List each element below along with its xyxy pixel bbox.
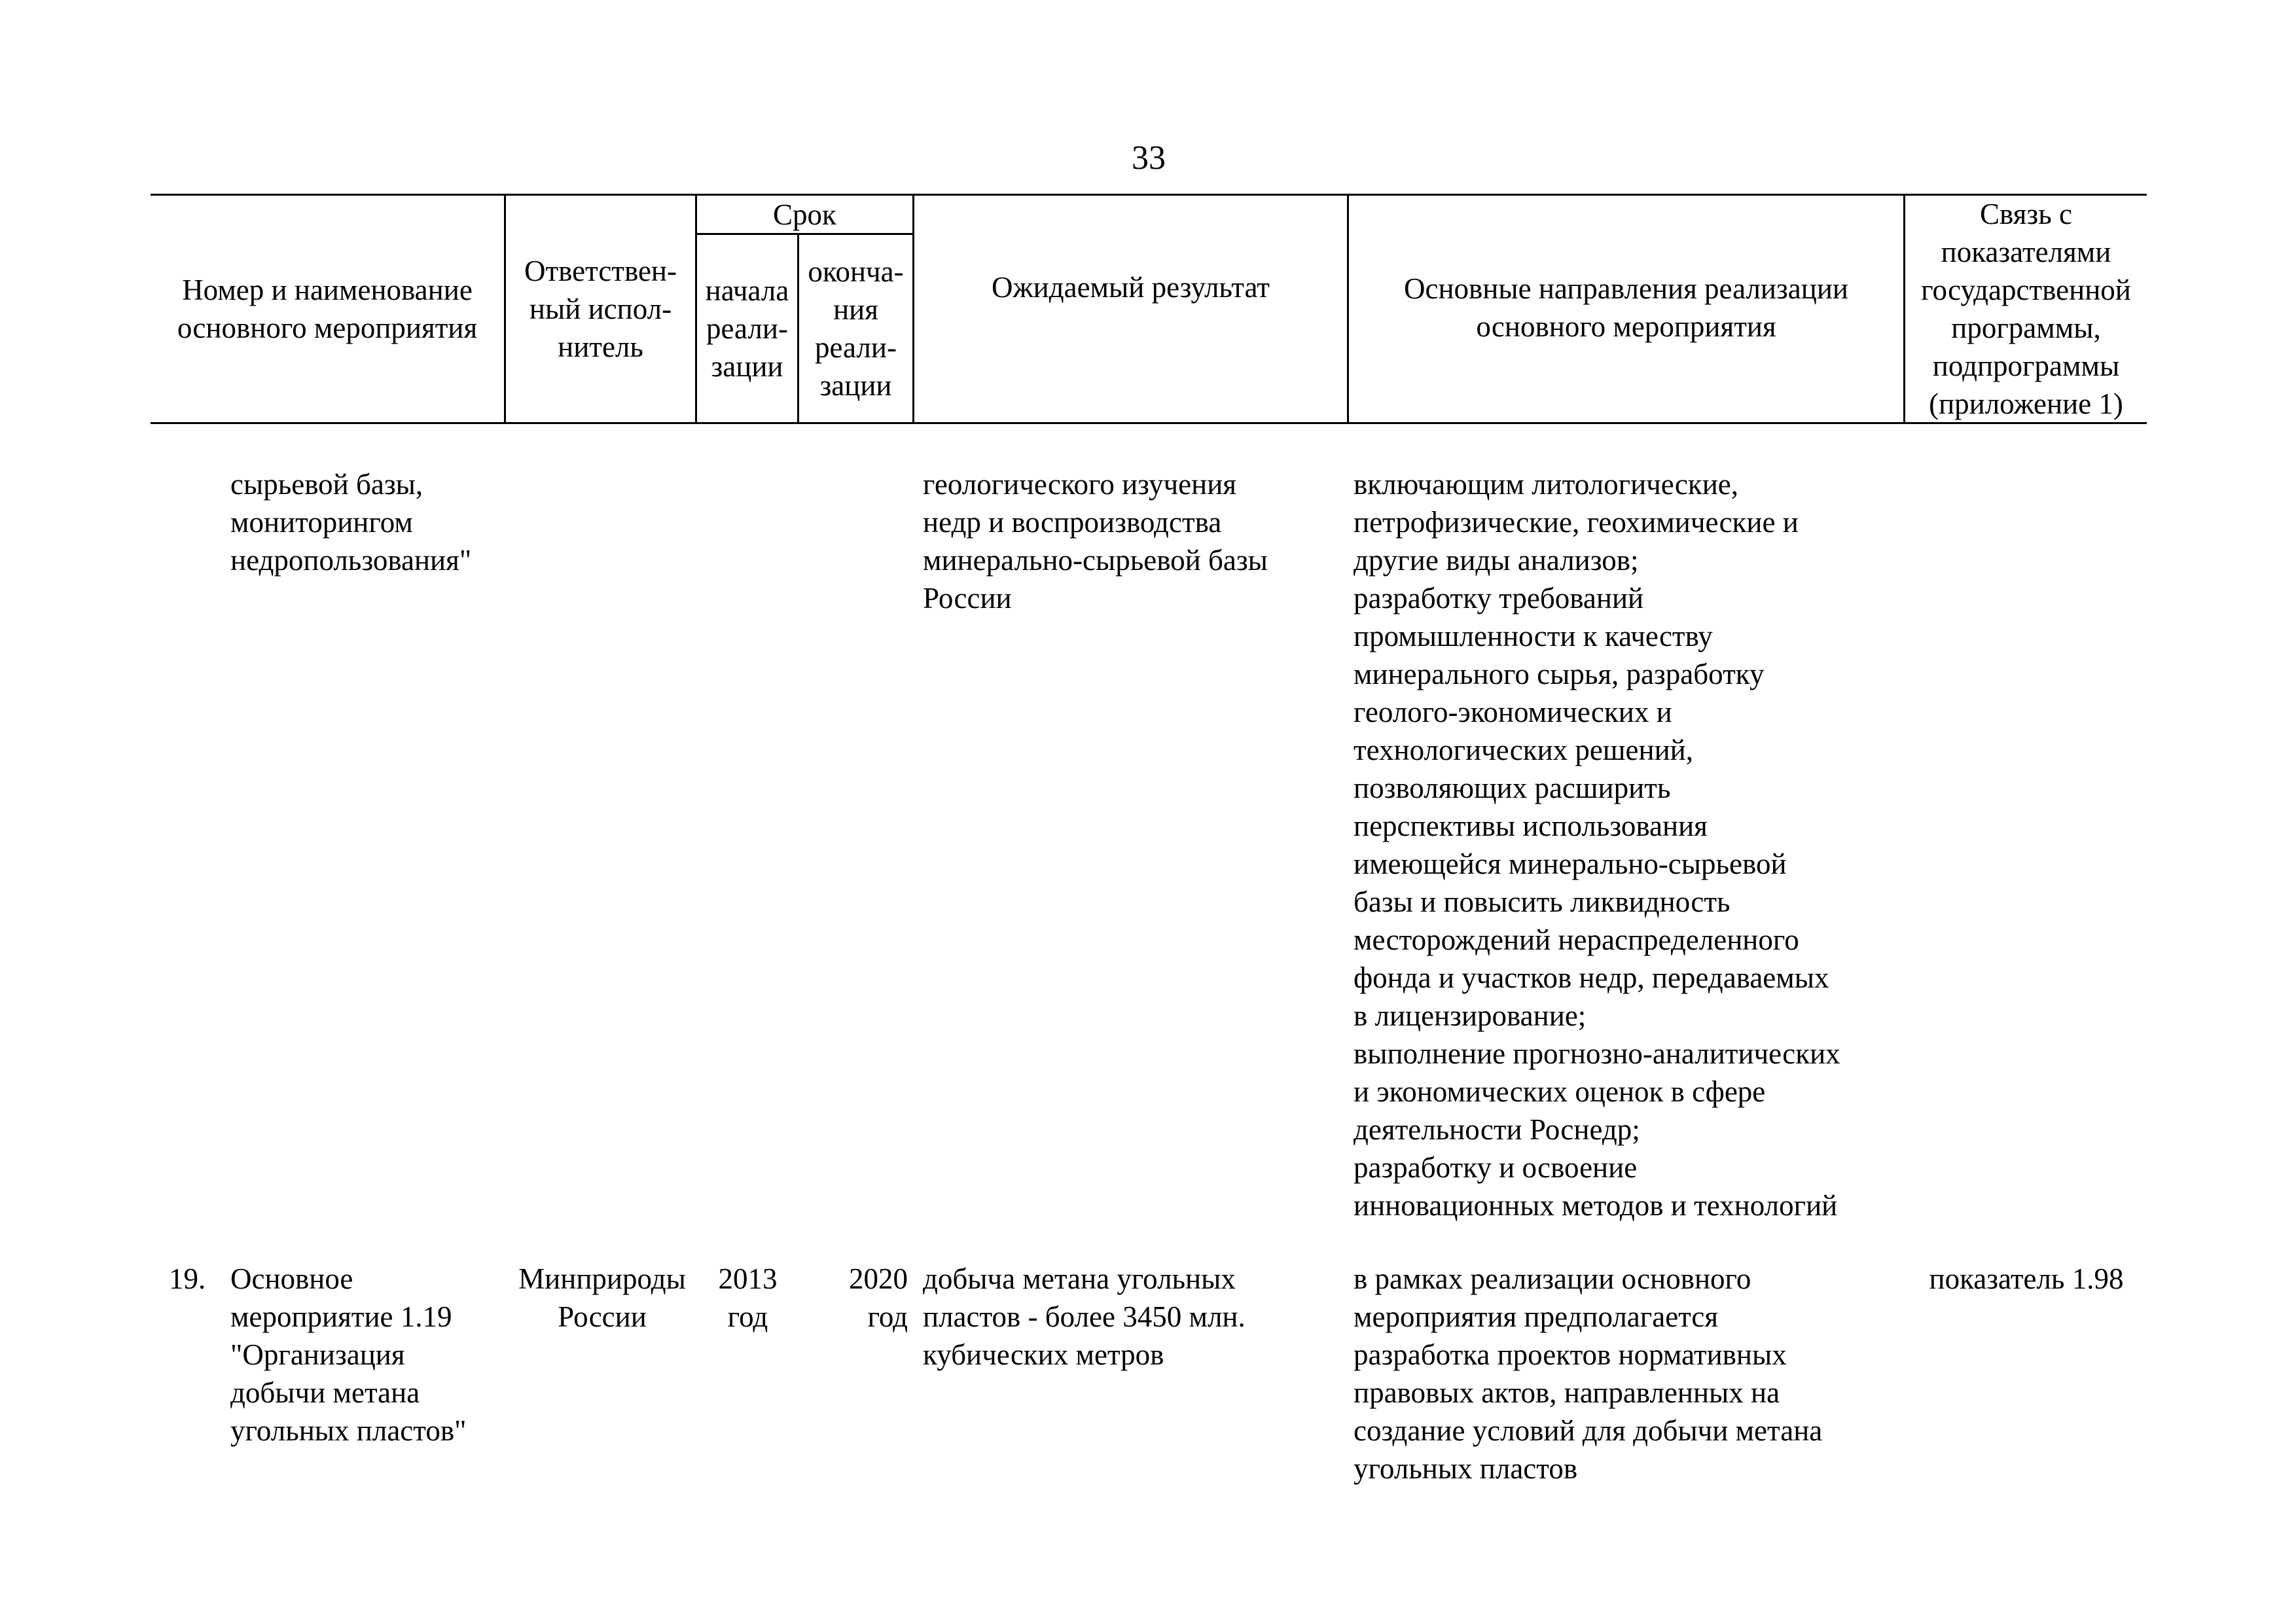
- continued-result: геологического изучения недр и воспроизводства минерально-сырьевой базы России: [923, 468, 1268, 615]
- row-indicator: показатель 1.98: [1929, 1262, 2124, 1295]
- continued-name: сырьевой базы, мониторингом недропользования": [230, 468, 472, 577]
- header-executor: Ответствен- ный испол- нитель: [524, 255, 677, 363]
- row-executor: Минприроды России: [518, 1262, 686, 1333]
- header-name: Номер и наименование основного мероприятия: [177, 274, 478, 344]
- row-result: добыча метана угольных пластов - более 3450 млн. кубических метров: [923, 1262, 1246, 1371]
- row-name: Основное мероприятие 1.19 "Организация добычи метана угольных пластов": [230, 1262, 467, 1447]
- row-number: 19.: [169, 1262, 206, 1295]
- header-indicators: Связь с показателями государственной программы, подпрограммы (приложение 1): [1921, 198, 2131, 420]
- page-number: 33: [1132, 139, 1166, 177]
- header-end: оконча- ния реали- зации: [808, 255, 904, 402]
- header-directions: Основные направления реализации основного мероприятия: [1404, 272, 1848, 343]
- header-bottom-border: [151, 422, 2147, 424]
- header-result: Ожидаемый результат: [992, 271, 1270, 304]
- row-start-year: 2013 год: [718, 1262, 778, 1333]
- header-start: начала реали- зации: [705, 274, 789, 383]
- row-end-year: 2020 год: [849, 1262, 908, 1333]
- header-srok: Срок: [773, 198, 836, 231]
- row-directions: в рамках реализации основного мероприятия предполагается разработка проектов нормативных правовых актов, направленных на создание условий для добычи метана угольных пластов: [1354, 1262, 1823, 1485]
- continued-directions: включающим литологические, петрофизические, геохимические и другие виды анализов; разработку требований промышленности к качеству минерального сырья, разработку геолого-экономических и технологических решений, позволяющих расширить перспективы использования имеющейся минерально-сырьевой базы и повысить ликвидность месторождений нераспределенного фонда и участков недр, передаваемых в лицензирование; выполнение прогнозно-аналитических и экономических оценок в сфере деятельности Роснедр; разработку и освоение инновационных методов и технологий: [1354, 468, 1840, 1222]
